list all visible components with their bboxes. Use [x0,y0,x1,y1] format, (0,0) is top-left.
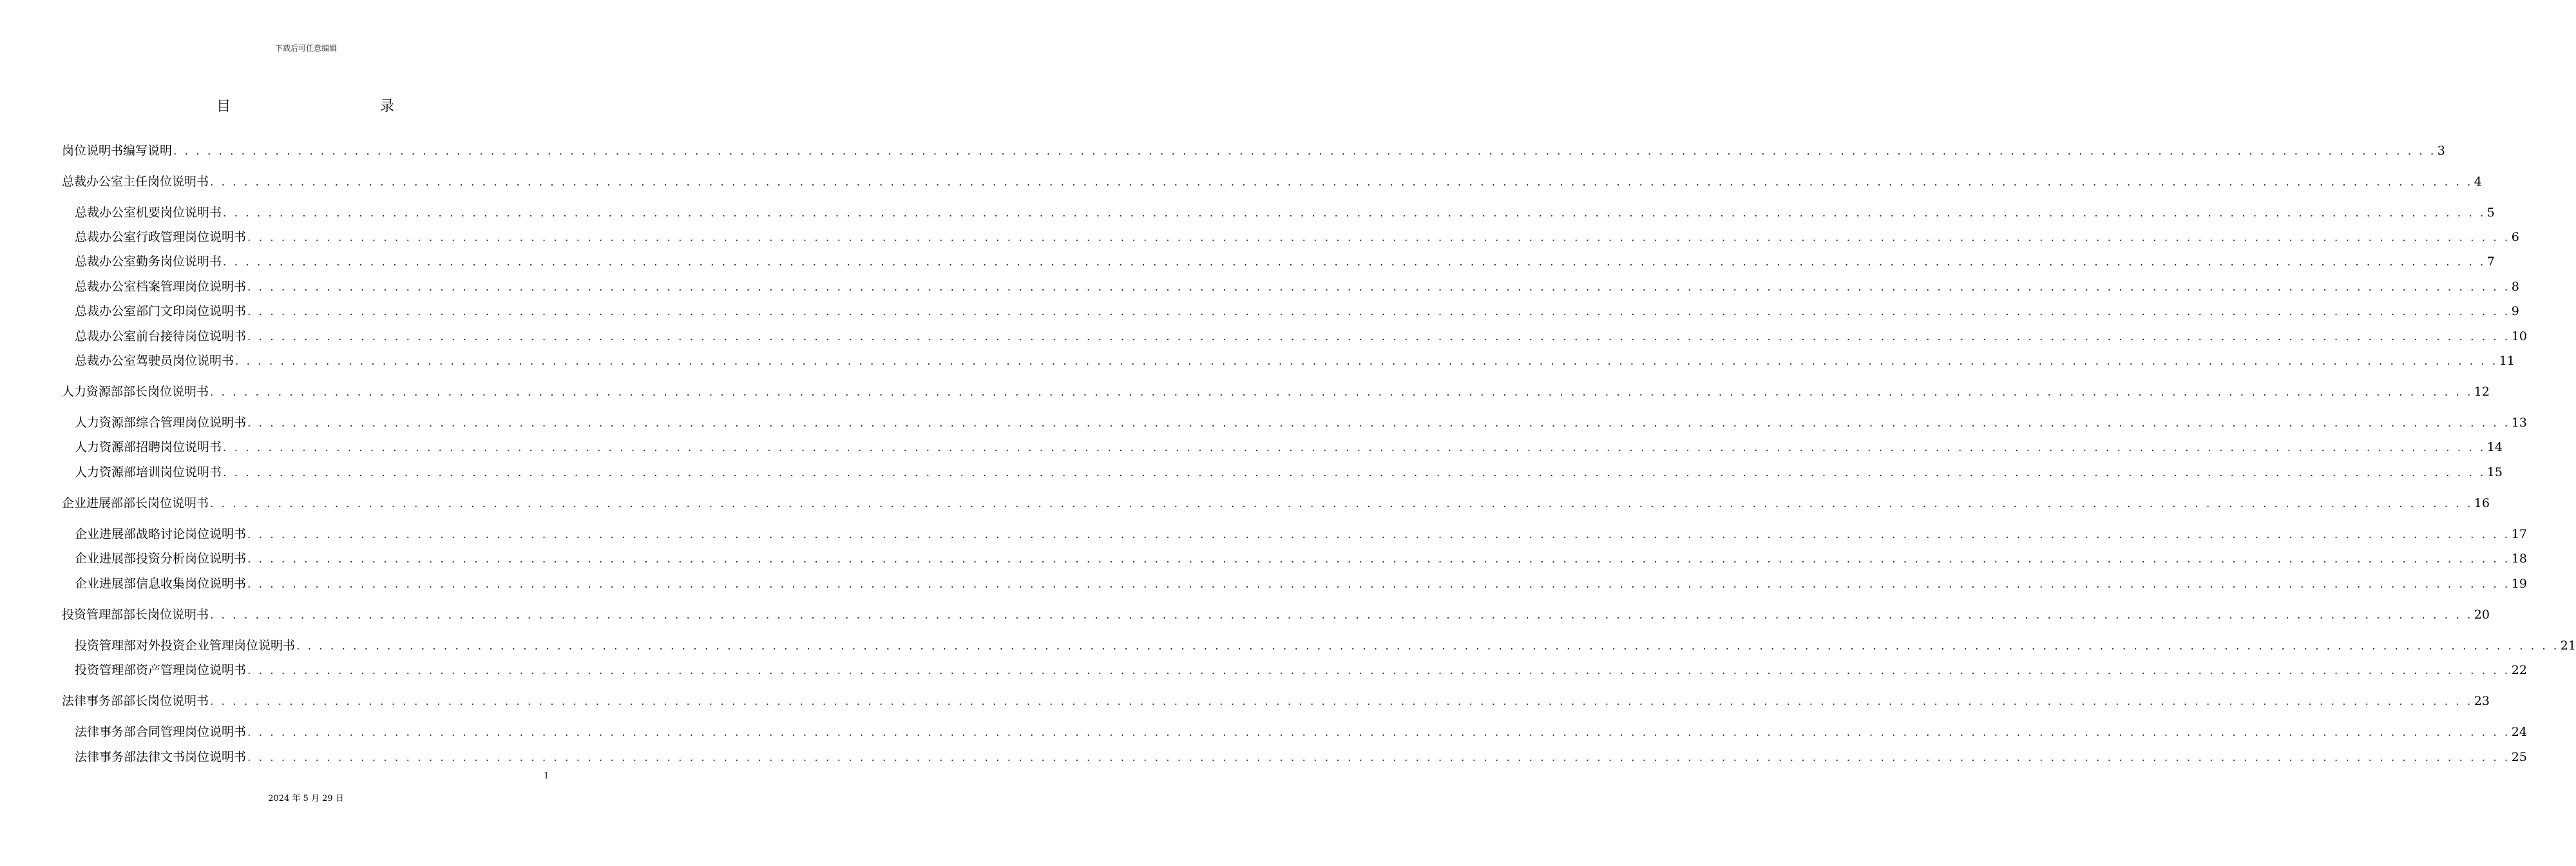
toc-entry-label: 投资管理部资产管理岗位说明书 [75,663,247,677]
toc-entry-page: 5 [2486,206,2495,220]
toc-dot-leader: . . . . . . . . . . . . . . . . . . . . . . . . . . . . . . . . . . . . . . . . . . . . . . . . . . . . . . . . . . . . . . . . . . . . . . . . . . . . . . . . . . . . . . . . . . . . . . . . . . . . . . . . . . . . . . . . . . . . . . . . . . . . . . . . . . . . . . . . . . . . . . . . . . . . . . . . . . . . . . . . . . . . . . . . . . . . . . . . . . . . . . . . . . . . . . . . . . . . . . . . [247,417,2510,430]
footer-date: 2024 年 5 月 29 日 [268,794,344,803]
toc-entry-page: 7 [2486,255,2495,269]
toc-dot-leader: . . . . . . . . . . . . . . . . . . . . . . . . . . . . . . . . . . . . . . . . . . . . . . . . . . . . . . . . . . . . . . . . . . . . . . . . . . . . . . . . . . . . . . . . . . . . . . . . . . . . . . . . . . . . . . . . . . . . . . . . . . . . . . . . . . . . . . . . . . . . . . . . . . . . . . . . . . . . . . . . . . . . . . . . . . . . . . . . . . . . . . . . . . . . . . . . . . . . . . . . [247,726,2510,739]
toc-entry-page: 3 [2437,144,2445,158]
toc-dot-leader: . . . . . . . . . . . . . . . . . . . . . . . . . . . . . . . . . . . . . . . . . . . . . . . . . . . . . . . . . . . . . . . . . . . . . . . . . . . . . . . . . . . . . . . . . . . . . . . . . . . . . . . . . . . . . . . . . . . . . . . . . . . . . . . . . . . . . . . . . . . . . . . . . . . . . . . . . . . . . . . . . . . . . . . . . . . . . . . . . . . . . . . . . . . . . . . . . . . . . . . . [296,640,2559,653]
toc-entry[interactable] [75,351,2515,368]
toc-entry[interactable] [75,722,2527,739]
toc-title-char-2: 录 [380,99,395,115]
toc-dot-leader: . . . . . . . . . . . . . . . . . . . . . . . . . . . . . . . . . . . . . . . . . . . . . . . . . . . . . . . . . . . . . . . . . . . . . . . . . . . . . . . . . . . . . . . . . . . . . . . . . . . . . . . . . . . . . . . . . . . . . . . . . . . . . . . . . . . . . . . . . . . . . . . . . . . . . . . . . . . . . . . . . . . . . . . . . . . . . . . . . . . . . . . . . . . . . . . . . . . . . . . . [247,553,2510,566]
toc-dot-leader: . . . . . . . . . . . . . . . . . . . . . . . . . . . . . . . . . . . . . . . . . . . . . . . . . . . . . . . . . . . . . . . . . . . . . . . . . . . . . . . . . . . . . . . . . . . . . . . . . . . . . . . . . . . . . . . . . . . . . . . . . . . . . . . . . . . . . . . . . . . . . . . . . . . . . . . . . . . . . . . . . . . . . . . . . . . . . . . . . . . . . . . . . . . . . . . . . . . . . . . . [210,609,2473,622]
toc-entry[interactable] [75,549,2527,566]
toc-entry-page: 19 [2511,577,2527,591]
toc-entry[interactable] [75,574,2527,591]
toc-entry-page: 9 [2511,304,2519,318]
toc-entry-page: 18 [2511,552,2527,566]
toc-entry-page: 16 [2474,496,2490,510]
toc-dot-leader: . . . . . . . . . . . . . . . . . . . . . . . . . . . . . . . . . . . . . . . . . . . . . . . . . . . . . . . . . . . . . . . . . . . . . . . . . . . . . . . . . . . . . . . . . . . . . . . . . . . . . . . . . . . . . . . . . . . . . . . . . . . . . . . . . . . . . . . . . . . . . . . . . . . . . . . . . . . . . . . . . . . . . . . . . . . . . . . . . . . . . . . . . . . . . . . . . . . . . . . . [247,751,2510,764]
toc-entry-page: 6 [2511,230,2519,244]
toc-entry-page: 17 [2511,527,2527,541]
toc-dot-leader: . . . . . . . . . . . . . . . . . . . . . . . . . . . . . . . . . . . . . . . . . . . . . . . . . . . . . . . . . . . . . . . . . . . . . . . . . . . . . . . . . . . . . . . . . . . . . . . . . . . . . . . . . . . . . . . . . . . . . . . . . . . . . . . . . . . . . . . . . . . . . . . . . . . . . . . . . . . . . . . . . . . . . . . . . . . . . . . . . . . . . . . . . . . . . . . . . . . . . . . . [223,207,2486,220]
toc-entry-page: 8 [2511,280,2519,294]
toc-entry-label: 法律事务部部长岗位说明书 [62,694,209,708]
toc-dot-leader: . . . . . . . . . . . . . . . . . . . . . . . . . . . . . . . . . . . . . . . . . . . . . . . . . . . . . . . . . . . . . . . . . . . . . . . . . . . . . . . . . . . . . . . . . . . . . . . . . . . . . . . . . . . . . . . . . . . . . . . . . . . . . . . . . . . . . . . . . . . . . . . . . . . . . . . . . . . . . . . . . . . . . . . . . . . . . . . . . . . . . . . . . . . . . . . . . . . . . . . . [173,145,2436,158]
toc-dot-leader: . . . . . . . . . . . . . . . . . . . . . . . . . . . . . . . . . . . . . . . . . . . . . . . . . . . . . . . . . . . . . . . . . . . . . . . . . . . . . . . . . . . . . . . . . . . . . . . . . . . . . . . . . . . . . . . . . . . . . . . . . . . . . . . . . . . . . . . . . . . . . . . . . . . . . . . . . . . . . . . . . . . . . . . . . . . . . . . . . . . . . . . . . . . . . . . . . . . . . . . . [210,386,2473,399]
toc-entry-page: 20 [2474,608,2490,622]
toc-entry-page: 25 [2511,750,2527,764]
toc-entry[interactable] [75,327,2527,343]
toc-entry-label: 法律事务部合同管理岗位说明书 [75,725,247,739]
toc-entry-label: 总裁办公室档案管理岗位说明书 [75,280,247,294]
toc-dot-leader: . . . . . . . . . . . . . . . . . . . . . . . . . . . . . . . . . . . . . . . . . . . . . . . . . . . . . . . . . . . . . . . . . . . . . . . . . . . . . . . . . . . . . . . . . . . . . . . . . . . . . . . . . . . . . . . . . . . . . . . . . . . . . . . . . . . . . . . . . . . . . . . . . . . . . . . . . . . . . . . . . . . . . . . . . . . . . . . . . . . . . . . . . . . . . . . . . . . . . . . . [247,578,2510,591]
toc-dot-leader: . . . . . . . . . . . . . . . . . . . . . . . . . . . . . . . . . . . . . . . . . . . . . . . . . . . . . . . . . . . . . . . . . . . . . . . . . . . . . . . . . . . . . . . . . . . . . . . . . . . . . . . . . . . . . . . . . . . . . . . . . . . . . . . . . . . . . . . . . . . . . . . . . . . . . . . . . . . . . . . . . . . . . . . . . . . . . . . . . . . . . . . . . . . . . . . . . . . . . . . . [210,497,2473,510]
toc-entry-page: 23 [2474,694,2490,708]
toc-entry[interactable] [62,691,2490,708]
toc-entry-page: 4 [2474,175,2482,189]
toc-dot-leader: . . . . . . . . . . . . . . . . . . . . . . . . . . . . . . . . . . . . . . . . . . . . . . . . . . . . . . . . . . . . . . . . . . . . . . . . . . . . . . . . . . . . . . . . . . . . . . . . . . . . . . . . . . . . . . . . . . . . . . . . . . . . . . . . . . . . . . . . . . . . . . . . . . . . . . . . . . . . . . . . . . . . . . . . . . . . . . . . . . . . . . . . . . . . . . . . . . . . . . . . [247,331,2510,343]
toc-dot-leader: . . . . . . . . . . . . . . . . . . . . . . . . . . . . . . . . . . . . . . . . . . . . . . . . . . . . . . . . . . . . . . . . . . . . . . . . . . . . . . . . . . . . . . . . . . . . . . . . . . . . . . . . . . . . . . . . . . . . . . . . . . . . . . . . . . . . . . . . . . . . . . . . . . . . . . . . . . . . . . . . . . . . . . . . . . . . . . . . . . . . . . . . . . . . . . . . . . . . . . . . [223,467,2486,479]
toc-entry-page: 15 [2486,465,2503,479]
toc-entry[interactable] [75,636,2576,653]
toc-entry-page: 11 [2499,354,2515,368]
toc-entry-page: 13 [2511,416,2527,430]
header-note: 下载后可任意编辑 [274,44,337,53]
toc-entry-label: 岗位说明书编写说明 [62,144,173,158]
toc-entry-label: 总裁办公室机要岗位说明书 [75,206,222,220]
toc-entry[interactable] [75,277,2519,294]
toc-entry-label: 企业进展部部长岗位说明书 [62,496,209,510]
toc-entry-label: 总裁办公室驾驶员岗位说明书 [75,354,234,368]
toc-entry[interactable] [75,302,2519,318]
toc-entry-label: 总裁办公室勤务岗位说明书 [75,255,222,269]
toc-entry-label: 企业进展部战略讨论岗位说明书 [75,527,247,541]
toc-entry-label: 投资管理部对外投资企业管理岗位说明书 [75,639,296,653]
toc-entry-page: 10 [2511,329,2527,343]
toc-entry-label: 人力资源部综合管理岗位说明书 [75,416,247,430]
toc-entry-page: 12 [2474,385,2490,399]
toc-entry-page: 22 [2511,663,2527,677]
toc-entry[interactable] [62,172,2482,189]
toc-entry-page: 21 [2560,639,2576,653]
toc-entry[interactable] [75,203,2495,220]
page-number: 1 [544,771,549,781]
toc-entry-page: 14 [2486,440,2503,454]
toc-dot-leader: . . . . . . . . . . . . . . . . . . . . . . . . . . . . . . . . . . . . . . . . . . . . . . . . . . . . . . . . . . . . . . . . . . . . . . . . . . . . . . . . . . . . . . . . . . . . . . . . . . . . . . . . . . . . . . . . . . . . . . . . . . . . . . . . . . . . . . . . . . . . . . . . . . . . . . . . . . . . . . . . . . . . . . . . . . . . . . . . . . . . . . . . . . . . . . . . . . . . . . . . [210,695,2473,708]
toc-entry[interactable] [75,438,2503,454]
toc-entry[interactable] [75,747,2527,764]
toc-dot-leader: . . . . . . . . . . . . . . . . . . . . . . . . . . . . . . . . . . . . . . . . . . . . . . . . . . . . . . . . . . . . . . . . . . . . . . . . . . . . . . . . . . . . . . . . . . . . . . . . . . . . . . . . . . . . . . . . . . . . . . . . . . . . . . . . . . . . . . . . . . . . . . . . . . . . . . . . . . . . . . . . . . . . . . . . . . . . . . . . . . . . . . . . . . . . . . . . . . . . . . . . [247,305,2510,318]
toc-entry-label: 人力资源部部长岗位说明书 [62,385,209,399]
toc-entry[interactable] [75,463,2503,479]
toc-entry-page: 24 [2511,725,2527,739]
toc-dot-leader: . . . . . . . . . . . . . . . . . . . . . . . . . . . . . . . . . . . . . . . . . . . . . . . . . . . . . . . . . . . . . . . . . . . . . . . . . . . . . . . . . . . . . . . . . . . . . . . . . . . . . . . . . . . . . . . . . . . . . . . . . . . . . . . . . . . . . . . . . . . . . . . . . . . . . . . . . . . . . . . . . . . . . . . . . . . . . . . . . . . . . . . . . . . . . . . . . . . . . . . . [247,231,2510,244]
toc-entry-label: 企业进展部信息收集岗位说明书 [75,577,247,591]
toc-entry[interactable] [75,227,2519,244]
toc-entry-label: 人力资源部招聘岗位说明书 [75,440,222,454]
toc-entry[interactable] [75,413,2527,430]
toc-entry-label: 总裁办公室主任岗位说明书 [62,175,209,189]
toc-dot-leader: . . . . . . . . . . . . . . . . . . . . . . . . . . . . . . . . . . . . . . . . . . . . . . . . . . . . . . . . . . . . . . . . . . . . . . . . . . . . . . . . . . . . . . . . . . . . . . . . . . . . . . . . . . . . . . . . . . . . . . . . . . . . . . . . . . . . . . . . . . . . . . . . . . . . . . . . . . . . . . . . . . . . . . . . . . . . . . . . . . . . . . . . . . . . . . . . . . . . . . . . [223,441,2486,454]
toc-entry-label: 总裁办公室前台接待岗位说明书 [75,329,247,343]
toc-entry[interactable] [62,494,2490,510]
toc-entry[interactable] [75,252,2495,269]
toc-entry-label: 总裁办公室部门文印岗位说明书 [75,304,247,318]
toc-entry-label: 总裁办公室行政管理岗位说明书 [75,230,247,244]
toc-dot-leader: . . . . . . . . . . . . . . . . . . . . . . . . . . . . . . . . . . . . . . . . . . . . . . . . . . . . . . . . . . . . . . . . . . . . . . . . . . . . . . . . . . . . . . . . . . . . . . . . . . . . . . . . . . . . . . . . . . . . . . . . . . . . . . . . . . . . . . . . . . . . . . . . . . . . . . . . . . . . . . . . . . . . . . . . . . . . . . . . . . . . . . . . . . . . . . . . . . . . . . . . [223,256,2486,269]
toc-entry-label: 法律事务部法律文书岗位说明书 [75,750,247,764]
toc-entry[interactable] [62,141,2445,158]
toc-entry[interactable] [62,382,2490,399]
toc-dot-leader: . . . . . . . . . . . . . . . . . . . . . . . . . . . . . . . . . . . . . . . . . . . . . . . . . . . . . . . . . . . . . . . . . . . . . . . . . . . . . . . . . . . . . . . . . . . . . . . . . . . . . . . . . . . . . . . . . . . . . . . . . . . . . . . . . . . . . . . . . . . . . . . . . . . . . . . . . . . . . . . . . . . . . . . . . . . . . . . . . . . . . . . . . . . . . . . . . . . . . . . . [247,281,2510,294]
toc-title-char-1: 目 [216,99,231,115]
toc-entry[interactable] [62,605,2490,622]
toc-entry[interactable] [75,524,2527,541]
toc-entry-label: 投资管理部部长岗位说明书 [62,608,209,622]
toc-dot-leader: . . . . . . . . . . . . . . . . . . . . . . . . . . . . . . . . . . . . . . . . . . . . . . . . . . . . . . . . . . . . . . . . . . . . . . . . . . . . . . . . . . . . . . . . . . . . . . . . . . . . . . . . . . . . . . . . . . . . . . . . . . . . . . . . . . . . . . . . . . . . . . . . . . . . . . . . . . . . . . . . . . . . . . . . . . . . . . . . . . . . . . . . . . . . . . . . . . . . . . . . [247,664,2510,677]
toc-entry-label: 人力资源部培训岗位说明书 [75,465,222,479]
toc-dot-leader: . . . . . . . . . . . . . . . . . . . . . . . . . . . . . . . . . . . . . . . . . . . . . . . . . . . . . . . . . . . . . . . . . . . . . . . . . . . . . . . . . . . . . . . . . . . . . . . . . . . . . . . . . . . . . . . . . . . . . . . . . . . . . . . . . . . . . . . . . . . . . . . . . . . . . . . . . . . . . . . . . . . . . . . . . . . . . . . . . . . . . . . . . . . . . . . . . . . . . . . . [235,355,2498,368]
toc-dot-leader: . . . . . . . . . . . . . . . . . . . . . . . . . . . . . . . . . . . . . . . . . . . . . . . . . . . . . . . . . . . . . . . . . . . . . . . . . . . . . . . . . . . . . . . . . . . . . . . . . . . . . . . . . . . . . . . . . . . . . . . . . . . . . . . . . . . . . . . . . . . . . . . . . . . . . . . . . . . . . . . . . . . . . . . . . . . . . . . . . . . . . . . . . . . . . . . . . . . . . . . . [247,528,2510,541]
toc-dot-leader: . . . . . . . . . . . . . . . . . . . . . . . . . . . . . . . . . . . . . . . . . . . . . . . . . . . . . . . . . . . . . . . . . . . . . . . . . . . . . . . . . . . . . . . . . . . . . . . . . . . . . . . . . . . . . . . . . . . . . . . . . . . . . . . . . . . . . . . . . . . . . . . . . . . . . . . . . . . . . . . . . . . . . . . . . . . . . . . . . . . . . . . . . . . . . . . . . . . . . . . . [210,176,2473,189]
toc-entry-label: 企业进展部投资分析岗位说明书 [75,552,247,566]
toc-entry[interactable] [75,660,2527,677]
